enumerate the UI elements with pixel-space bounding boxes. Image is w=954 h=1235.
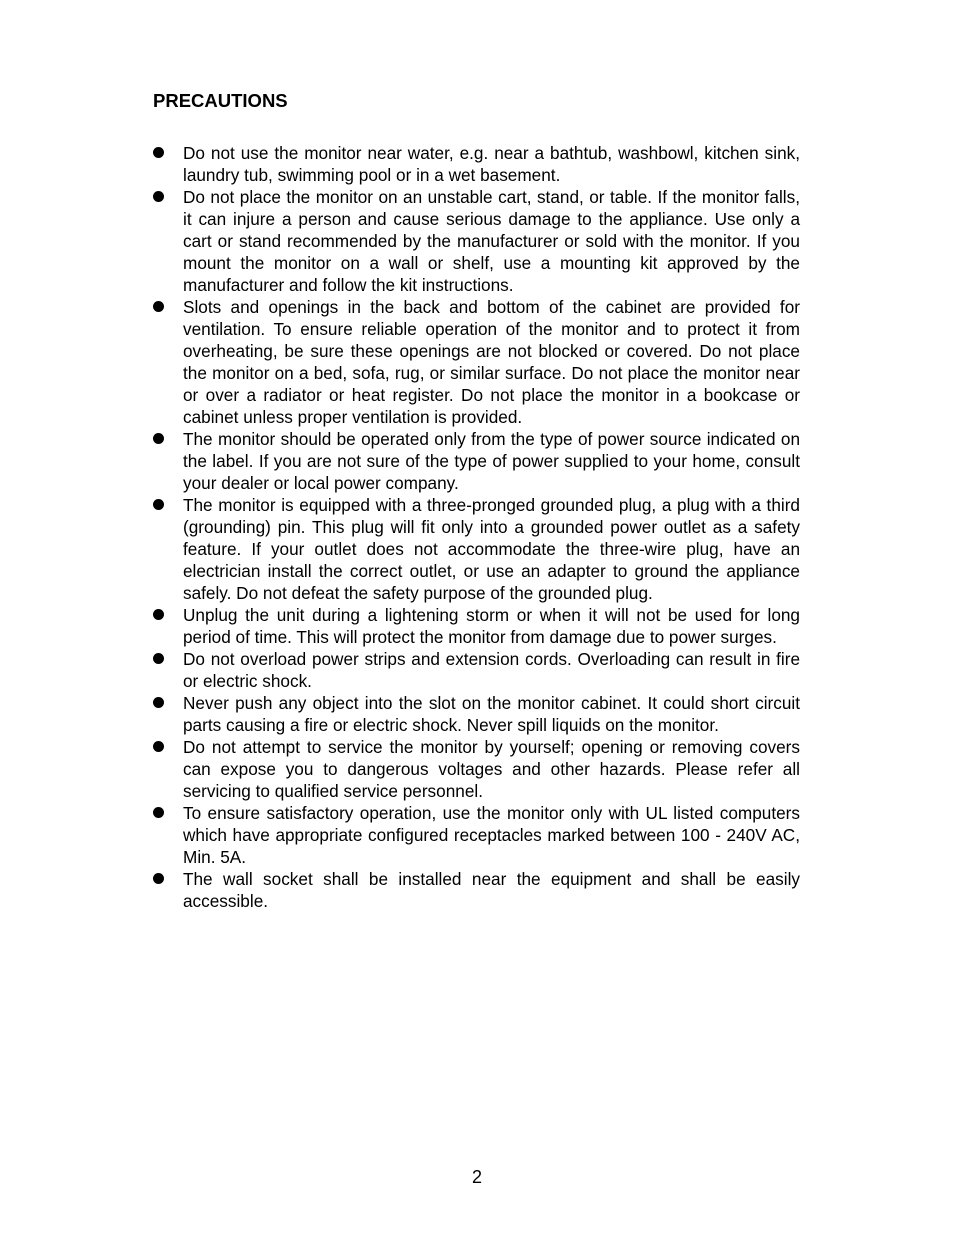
bullet-icon (153, 741, 164, 752)
list-item (153, 604, 800, 648)
precautions-list (153, 142, 800, 912)
bullet-icon (153, 499, 164, 510)
list-item (153, 186, 800, 296)
list-item (153, 736, 800, 802)
bullet-icon (153, 653, 164, 664)
bullet-icon (153, 609, 164, 620)
list-item (153, 428, 800, 494)
bullet-icon (153, 873, 164, 884)
list-item-text: To ensure satisfactory operation, use the monitor only with UL listed computers which have appropriate configured receptacles marked between 100 - 240V AC, Min. 5A. (183, 803, 800, 867)
bullet-icon (153, 147, 164, 158)
list-item-text: Do not overload power strips and extension cords. Overloading can result in fire or electric shock. (183, 649, 800, 691)
list-item-text: Do not attempt to service the monitor by yourself; opening or removing covers can expose you to dangerous voltages and other hazards. Please refer all servicing to qualified service personnel. (183, 737, 800, 801)
bullet-icon (153, 301, 164, 312)
list-item-text: The wall socket shall be installed near the equipment and shall be easily accessible. (183, 869, 800, 911)
list-item-text: Do not place the monitor on an unstable cart, stand, or table. If the monitor falls, it can injure a person and cause serious damage to the appliance. Use only a cart or stand recommended by the manufacturer or sold with the monitor. If you mount the monitor on a wall or shelf, use a mounting kit approved by the manufacturer and follow the kit instructions. (183, 187, 800, 295)
bullet-icon (153, 807, 164, 818)
bullet-icon (153, 191, 164, 202)
list-item-text: The monitor is equipped with a three-pronged grounded plug, a plug with a third (grounding) pin. This plug will fit only into a grounded power outlet as a safety feature. If your outlet does not accommodate the three-wire plug, have an electrician install the correct outlet, or use an adapter to ground the appliance safely. Do not defeat the safety purpose of the grounded plug. (183, 495, 800, 603)
list-item-text: Never push any object into the slot on the monitor cabinet. It could short circuit parts causing a fire or electric shock. Never spill liquids on the monitor. (183, 693, 800, 735)
list-item (153, 868, 800, 912)
list-item-text: Slots and openings in the back and bottom of the cabinet are provided for ventilation. To ensure reliable operation of the monitor and to protect it from overheating, be sure these openings are not blocked or covered. Do not place the monitor on a bed, sofa, rug, or similar surface. Do not place the monitor near or over a radiator or heat register. Do not place the monitor in a bookcase or cabinet unless proper ventilation is provided. (183, 297, 800, 427)
section-heading: PRECAUTIONS (153, 90, 288, 111)
list-item (153, 142, 800, 186)
list-item (153, 648, 800, 692)
list-item-text: The monitor should be operated only from the type of power source indicated on the label. If you are not sure of the type of power supplied to your home, consult your dealer or local power company. (183, 429, 800, 493)
bullet-icon (153, 433, 164, 444)
list-item (153, 692, 800, 736)
list-item (153, 802, 800, 868)
page-number: 2 (471, 1167, 482, 1187)
bullet-icon (153, 697, 164, 708)
list-item-text: Do not use the monitor near water, e.g. near a bathtub, washbowl, kitchen sink, laundry tub, swimming pool or in a wet basement. (183, 143, 800, 185)
list-item (153, 296, 800, 428)
list-item-text: Unplug the unit during a lightening storm or when it will not be used for long period of time. This will protect the monitor from damage due to power surges. (183, 605, 800, 647)
list-item (153, 494, 800, 604)
